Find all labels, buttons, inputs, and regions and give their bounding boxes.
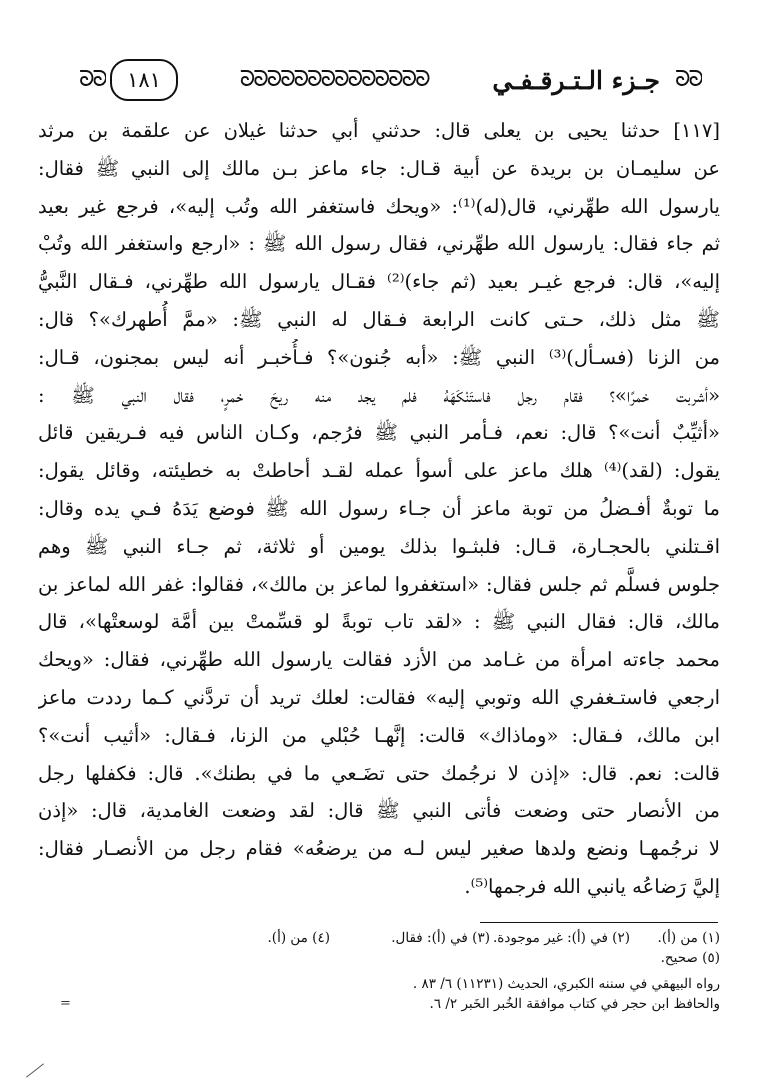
text-line: [١١٧] حدثنا يحيى بن يعلى قال: حدثني أبي حدثنا غيلان عن علقمة بن مرثد: [38, 119, 720, 142]
equals-mark: [60, 996, 71, 1011]
footnote-1: (١) من (أ).: [657, 930, 720, 946]
text-line: «أشربت خمرًا»؟ فقام رجل فاستَنْكَهَهُ فلم يجد منه ريحَ خمرٍ، فقال النبي ﷺ :: [38, 383, 720, 407]
text-line: ثم جاء فقال: يارسول الله طهِّرني، فقال رسول الله ﷺ : «ارجع واستغفر الله وتُبْ: [38, 232, 720, 256]
text-line: قالت: نعم. قال: «إذن لا نرجُمك حتى تضَـعي ما في بطنك». قال: فكفلها رجل: [38, 761, 720, 785]
text-line: من الزنا (فسـأل)⁽³⁾ النبي ﷺ: «أبه جُنون»؟ فـأُخبـر أنه ليس بمجنون، قـال:: [38, 345, 720, 369]
footnote-row: [38, 928, 720, 948]
page-number: ١٨١: [110, 59, 178, 101]
hadith-text: [38, 112, 720, 906]
text-line: ابن مالك، فـقال: «وماذاك» قالت: إنَّهـا حُبْلي من الزنا، فـقال: «أثيب أنت»؟: [38, 723, 720, 747]
footnote-5: (٥) صحيح.: [660, 950, 720, 966]
text-line: لا نرجُمهـا ونضع ولدها صغير ليس لـه من يرضعُه» فقام رجل من الأنصـار فقال:: [38, 837, 720, 861]
footnote-divider: [480, 922, 718, 923]
text-line: مالك، قال: فقال النبي ﷺ : «لقد تاب توبةً لو قسِّمتْ بين أمَّة لوسعتْها»، قال: [38, 610, 720, 634]
page-header: [62, 58, 702, 102]
text-line: جلوس فسلَّم ثم جلس فقال: «استغفروا لماعز بن مالك»، فقالوا: غفر الله لماعز بن: [38, 572, 720, 596]
text-line: يارسول الله طهِّرني، قال(له)⁽¹⁾: «ويحك فاستغفر الله وتُب إليه»، فرجع غير بعيد: [38, 194, 720, 218]
ornament-right: ᘐᘐ: [675, 69, 702, 91]
stray-pen-mark: [26, 1063, 44, 1077]
text-line: يقول: (لقد)⁽⁴⁾ هلك ماعز على أسوأ عمله لقـد أحاطتْ به خطيئته، وقائل يقول:: [38, 459, 720, 483]
reference-1: رواه البيهقي في سننه الكبري، الحديث (١١٢٣١) ٦/ ٨٣ .: [412, 976, 720, 992]
text-line: اقـتلني بالحجـارة، قـال: فلبثـوا بذلك يومين أو ثلاثة، ثم جـاء النبي ﷺ وهم: [38, 534, 720, 558]
text-line: «أثيِّبٌ أنت»؟ قال: نعم، فـأمر النبي ﷺ فرُجم، وكـان الناس فيه فـريقين قائل: [38, 421, 720, 445]
ornament-middle: ᘐᘐᘐᘐᘐᘐᘐᘐᘐᘐᘐᘐᘐᘐ: [239, 69, 429, 91]
ornament-left: ᘐᘐ: [79, 69, 106, 91]
reference-row: [38, 994, 720, 1014]
text-line: محمد جاءته امرأة من غـامد من الأزد فقالت يارسول الله طهِّرني، فقال: «ويحك: [38, 648, 720, 672]
footnote-4: (٤) من (أ).: [267, 930, 330, 946]
text-line: ارجعي فاستـغفري الله وتوبي إليه» فقالت: لعلك تريد أن تردَّني كـما رددت ماعز: [38, 685, 720, 709]
text-line: عن سليمـان بن بريدة عن أبية قـال: جاء ماعز بـن مالك إلى النبي ﷺ فقال:: [38, 156, 720, 180]
text-line: ﷺ مثل ذلك، حـتى كانت الرابعة فـقال له النبي ﷺ: «ممَّ أُطهرك»؟ قال:: [38, 307, 720, 331]
footnote-row: [38, 948, 720, 968]
text-line: إليَّ رَضاعُه يانبي الله فرجمها⁽⁵⁾.: [464, 874, 720, 898]
running-title: جـزء الـتـرقـفـي: [492, 65, 660, 95]
reference-row: [38, 974, 720, 994]
footnote-2: (٢) في (أ): غير موجودة.: [493, 930, 630, 946]
footnote-3: (٣) في (أ): فقال.: [391, 930, 490, 946]
footnotes: [38, 928, 720, 1014]
text-line: إليه»، قال: فرجع غيـر بعيد (ثم جاء)⁽²⁾ فقـال يارسول الله طهِّرني، فـقال النَّبيُّ: [38, 270, 720, 294]
text-line: من الأنصار حتى وضعت فأتى النبي ﷺ قال: لقد وضعت الغامدية، قال: «إذن: [38, 799, 720, 823]
text-line: ما توبةٌ أفـضلُ من توبة ماعز أن جـاء رسول الله ﷺ فوضع يَدَهُ فـي يده وقال:: [38, 496, 720, 520]
reference-2: والحافظ ابن حجر في كتاب موافقة الخُبر الخَبر ٢/ ٦.: [429, 996, 720, 1012]
equals-mark-text: =: [60, 996, 71, 1011]
